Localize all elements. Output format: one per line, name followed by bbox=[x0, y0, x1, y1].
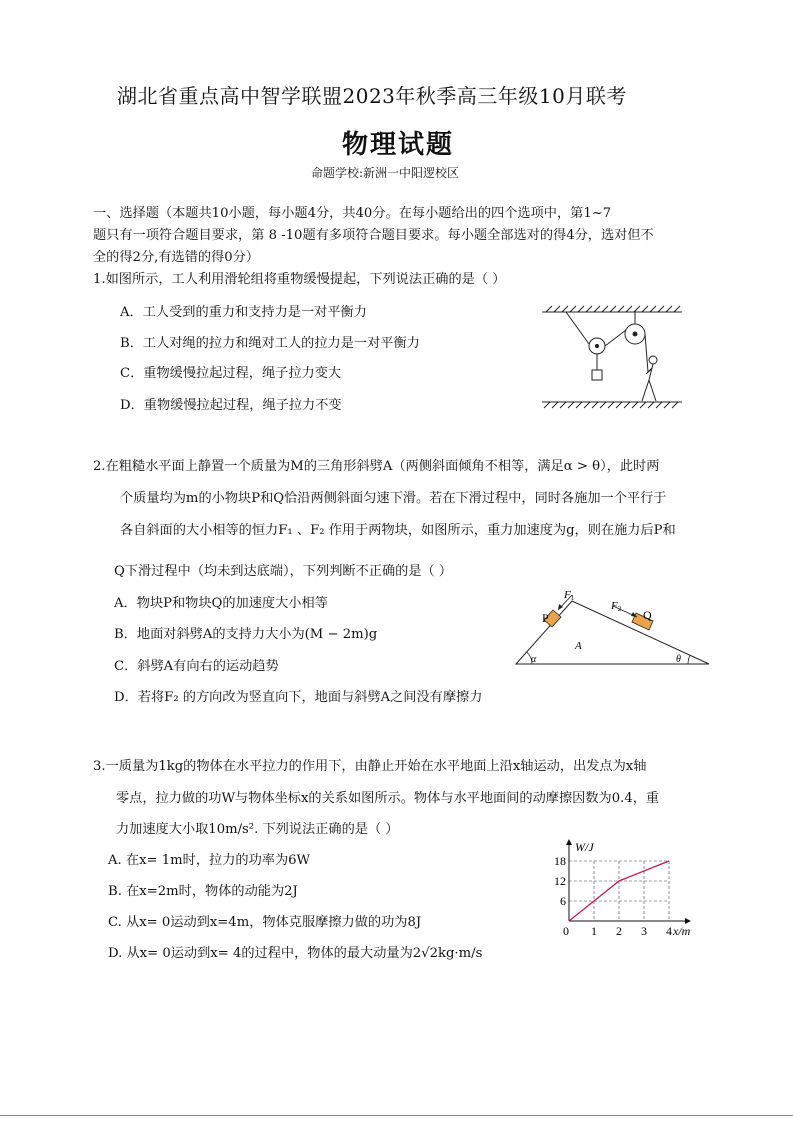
ceiling-hatching bbox=[546, 306, 680, 312]
section-line-2: 题只有一项符合题目要求，第 8 -10题有多项符合题目要求。每小题全部选对的得4分，选对但不 bbox=[93, 228, 654, 243]
exam-title: 湖北省重点高中智学联盟2023年秋季高三年级10月联考 bbox=[117, 84, 627, 108]
q2-option-a: A．物块P和物块Q的加速度大小相等 bbox=[114, 596, 328, 611]
label-alpha: α bbox=[531, 654, 537, 665]
q3-stem-line-1: 3.一质量为1kg的物体在水平拉力的作用下，由静止开始在水平地面上沿x轴运动，出发点为x轴 bbox=[93, 759, 647, 774]
chart-grid bbox=[569, 861, 669, 921]
x-tick-label: 2 bbox=[616, 924, 622, 938]
x-tick-label: 1 bbox=[591, 924, 597, 938]
work-position-chart bbox=[552, 832, 712, 942]
q3-option-c: C. 从x= 0运动到x=4m，物体克服摩擦力做的功为8J bbox=[108, 915, 422, 930]
label-f2: F2 bbox=[611, 600, 622, 613]
label-a: A bbox=[575, 640, 582, 652]
weight-block bbox=[592, 370, 602, 380]
chart-ticks bbox=[554, 840, 691, 938]
q1-option-d: D．重物缓慢拉起过程，绳子拉力不变 bbox=[120, 398, 342, 413]
q3-option-d: D. 从x= 0运动到x= 4的过程中，物体的最大动量为2√2kg·m/s bbox=[108, 946, 483, 961]
q1-option-a: A．工人受到的重力和支持力是一对平衡力 bbox=[120, 305, 367, 320]
q2-stem-line-1: 2.在粗糙水平面上静置一个质量为M的三角形斜劈A（两侧斜面倾角不相等，满足α > θ），此时两 bbox=[93, 459, 660, 474]
y-tick-label: 12 bbox=[554, 874, 566, 888]
y-axis-label: W/J bbox=[575, 840, 594, 854]
q1-option-c: C．重物缓慢拉起过程，绳子拉力变大 bbox=[120, 366, 342, 381]
label-f1: F1 bbox=[564, 589, 575, 602]
q2-option-c: C．斜劈A有向右的运动趋势 bbox=[114, 659, 279, 674]
q1-stem: 1.如图所示，工人利用滑轮组将重物缓慢提起，下列说法正确的是（ ） bbox=[93, 272, 506, 287]
q2-option-b: B．地面对斜劈A的支持力大小为(M − 2m)g bbox=[114, 627, 378, 642]
q2-option-d: D．若将F₂ 的方向改为竖直向下，地面与斜劈A之间没有摩擦力 bbox=[114, 690, 483, 705]
q3-stem-line-3: 力加速度大小取10m/s². 下列说法正确的是（ ） bbox=[116, 822, 399, 837]
worker-head bbox=[649, 356, 657, 364]
label-q: Q bbox=[643, 608, 652, 622]
y-tick-label: 6 bbox=[560, 894, 566, 908]
q1-option-b: B．工人对绳的拉力和绳对工人的拉力是一对平衡力 bbox=[120, 336, 420, 351]
q3-option-b: B. 在x=2m时，物体的动能为2J bbox=[108, 884, 298, 899]
q3-stem-line-2: 零点，拉力做的功W与物体坐标x的关系如图所示。物体与水平地面间的动摩擦因数为0.4，重 bbox=[116, 791, 660, 806]
label-theta: θ bbox=[676, 654, 681, 665]
q3-option-a: A. 在x= 1m时，拉力的功率为6W bbox=[108, 853, 311, 868]
x-tick-label: 4 bbox=[666, 924, 672, 938]
y-axis-arrow bbox=[566, 839, 572, 845]
pulley-figure bbox=[538, 300, 688, 415]
worker-body bbox=[642, 364, 656, 401]
page-bottom-rule bbox=[0, 1115, 793, 1116]
section-line-3: 全的得2分,有选错的得0分） bbox=[93, 250, 260, 265]
x-axis-label: x/m bbox=[673, 924, 691, 938]
x-tick-label: 0 bbox=[563, 924, 569, 938]
section-line-1: 一、选择题（本题共10小题，每小题4分，共40分。在每小题给出的四个选项中，第1~7 bbox=[93, 206, 612, 221]
x-tick-label: 3 bbox=[641, 924, 647, 938]
q2-stem-line-3: 各自斜面的大小相等的恒力F₁ 、F₂ 作用于两物块，如图所示，重力加速度为g，则在施力后P和 bbox=[120, 523, 676, 538]
theta-arc bbox=[688, 655, 690, 664]
label-p: P bbox=[542, 611, 549, 625]
q2-stem-line-2: 个质量均为m的小物块P和Q恰沿两侧斜面匀速下滑。若在下滑过程中，同时各施加一个平行于 bbox=[120, 491, 667, 506]
wedge-figure bbox=[512, 585, 712, 667]
y-tick-label: 18 bbox=[554, 854, 566, 868]
subject-title: 物理试题 bbox=[342, 130, 455, 160]
ground-hatching bbox=[544, 402, 678, 408]
school-name: 命题学校:新洲一中阳逻校区 bbox=[311, 166, 460, 180]
q2-stem-line-4: Q下滑过程中（均未到达底端），下列判断不正确的是（ ） bbox=[114, 564, 453, 579]
